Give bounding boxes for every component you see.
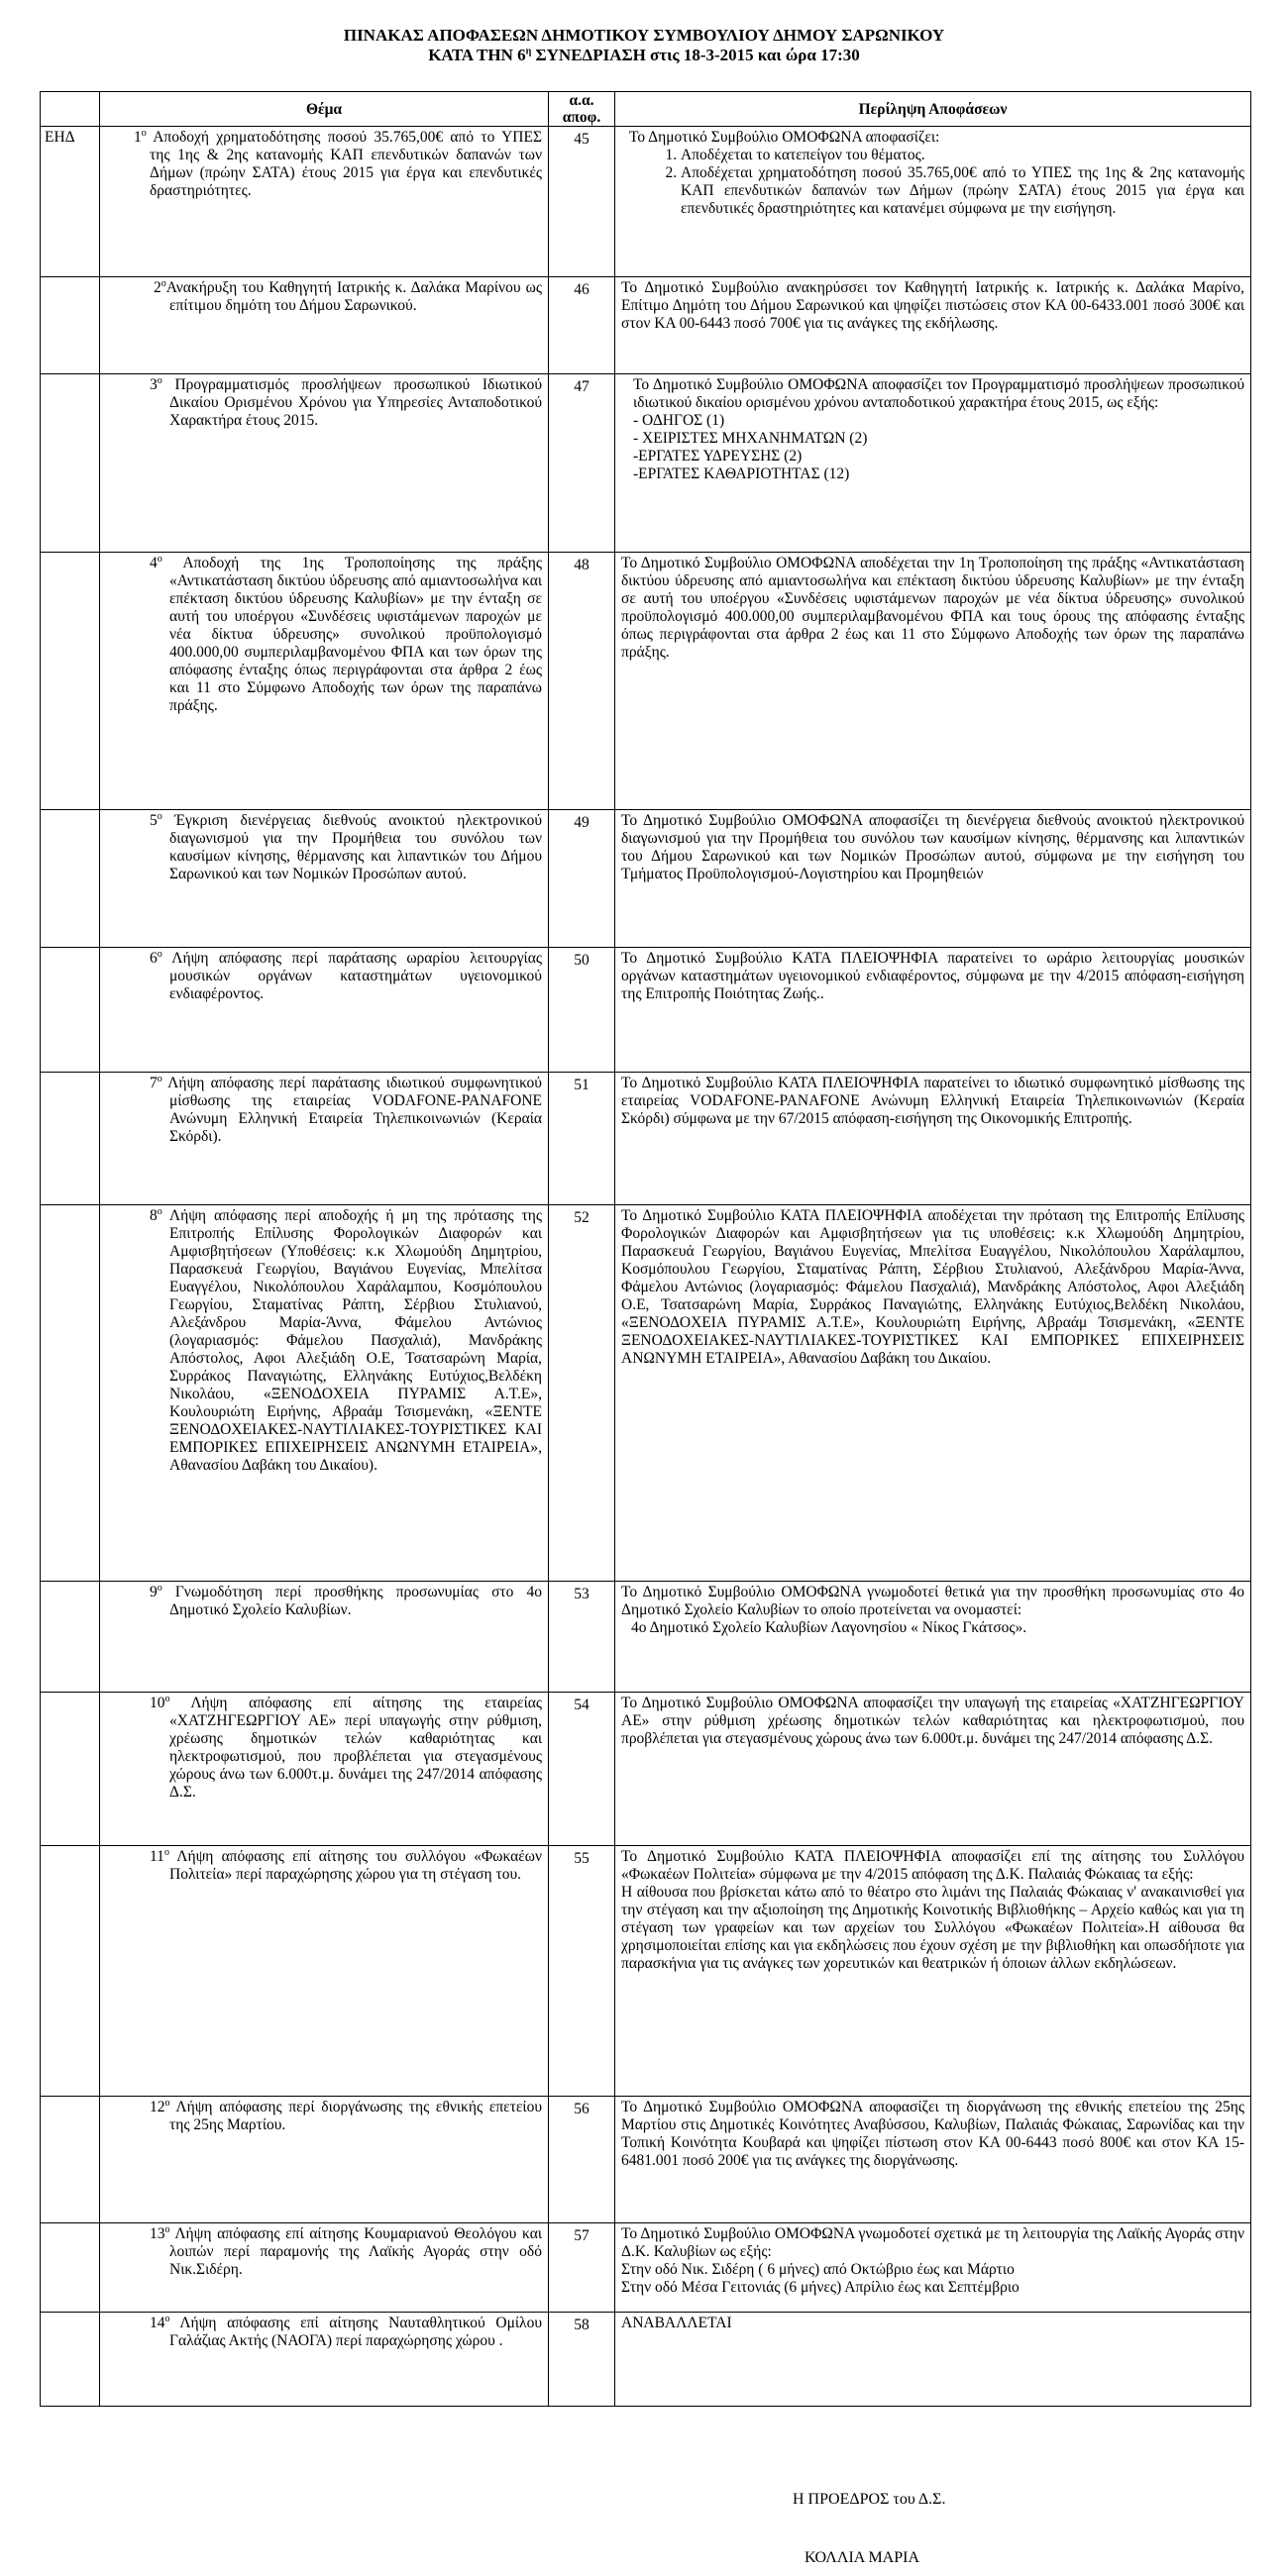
category-cell: ΕΗΔ bbox=[41, 127, 100, 277]
table-row bbox=[41, 1073, 1251, 1205]
topic-cell: $1^o$ Αποδοχή χρηματοδότησης ποσού 35.765,00€ από το ΥΠΕΣ της 1ης & 2ης κατανομής ΚΑΠ επενδυτικών δαπανών των Δήμων (πρώην ΣΑΤΑ) έτους 2015 για έργα και επενδυτικές δραστηριότητες. bbox=[100, 127, 549, 277]
table-row bbox=[41, 374, 1251, 553]
table-row bbox=[41, 553, 1251, 810]
decision-number: 53 bbox=[549, 1582, 615, 1693]
decisions-table bbox=[40, 91, 1251, 2407]
summary-cell: Το Δημοτικό Συμβούλιο ΚΑΤΑ ΠΛΕΙΟΨΗΦΙΑ παρατείνει το ιδιωτικό συμφωνητικό μίσθωσης της εταιρείας VODAFONE-PANAFONE Ανώνυμη Ελληνική Εταιρεία Τηλεπικοινωνιών (Κεραία Σκόρδι) σύμφωνα με την 67/2015 απόφαση-εισήγηση της Οικονομικής Επιτροπής. bbox=[615, 1073, 1251, 1205]
topic-cell: $14^o$ Λήψη απόφασης επί αίτησης Ναυταθλητικού Ομίλου Γαλάζιας Ακτής (ΝΑΟΓΑ) περί παραχώρησης χώρου . bbox=[100, 2313, 549, 2407]
decision-number: 54 bbox=[549, 1693, 615, 1846]
topic-cell: $3^o$ Προγραμματισμός προσλήψεων προσωπικού Ιδιωτικού Δικαίου Ορισμένου Χρόνου για Υπηρεσίες Ανταποδοτικού Χαρακτήρα έτους 2015. bbox=[100, 374, 549, 553]
summary-cell: Το Δημοτικό Συμβούλιο ΟΜΟΦΩΝΑ αποφασίζει τη διενέργεια διεθνούς ανοικτού ηλεκτρονικού διαγωνισμού για την Προμήθεια του συνόλου των καυσίμων κίνησης, θέρμανσης και λιπαντικών του Δήμου Σαρωνικού και των Νομικών Προσώπων αυτού, σύμφωνα με την εισήγηση του Τμήματος Προϋπολογισμού-Λογιστηρίου και Προμηθειών bbox=[615, 810, 1251, 948]
decision-number: 46 bbox=[549, 277, 615, 374]
page-title-line-2: ΚΑΤΑ ΤΗΝ $6^\eta$ ΣΥΝΕΔΡΙΑΣΗ στις 18-3-2015 και ώρα 17:30 bbox=[428, 46, 860, 64]
topic-cell: $9^o$ Γνωμοδότηση περί προσθήκης προσωνυμίας στο 4ο Δημοτικό Σχολείο Καλυβίων. bbox=[100, 1582, 549, 1693]
summary-cell: Το Δημοτικό Συμβούλιο ΚΑΤΑ ΠΛΕΙΟΨΗΦΙΑ αποφασίζει επί της αίτησης του Συλλόγου «Φωκαέων Πολιτεία» σύμφωνα με την 4/2015 απόφαση της Δ.Κ. Παλαιάς Φώκαιας τα εξής: Η αίθουσα που βρίσκεται κάτω από το θέατρο στο λιμάνι της Παλαιάς Φώκαιας ν' ανακαινισθεί για την στέγαση και την αξιοποίηση της Δημοτικής Κοινοτικής Βιβλιοθήκης – Αρχείο καθώς και για τη στέγαση των γραφείων και των αρχείων του Συλλόγου «Φωκαέων Πολιτεία».Η αίθουσα θα χρησιμοποιείται επίσης και για εκδηλώσεις που έχουν σχέση με την βιβλιοθήκη και οπωσδήποτε για παρασκήνια για τις ανάγκες των χορευτικών και θεατρικών ή όποιων άλλων εκδηλώσεων. bbox=[615, 1846, 1251, 2097]
table-row bbox=[41, 2313, 1251, 2407]
summary-cell: Το Δημοτικό Συμβούλιο ΟΜΟΦΩΝΑ αποφασίζει την υπαγωγή της εταιρείας «ΧΑΤΖΗΓΕΩΡΓΙΟΥ ΑΕ» στην ρύθμιση χρέωσης δημοτικών τελών καθαριότητας και ηλεκτροφωτισμού, που προβλέπεται για στεγασμένους χώρους άνω των 6.000τ.μ. δυνάμει της 247/2014 απόφασης Δ.Σ. bbox=[615, 1693, 1251, 1846]
table-row bbox=[41, 948, 1251, 1073]
list-item: -ΕΡΓΑΤΕΣ ΚΑΘΑΡΙΟΤΗΤΑΣ (12) bbox=[633, 465, 850, 482]
summary-cell: ΑΝΑΒΑΛΛΕΤΑΙ bbox=[615, 2313, 1251, 2407]
signature-title: Η ΠΡΟΕΔΡΟΣ του Δ.Σ. bbox=[793, 2491, 946, 2508]
page-title-line-1: ΠΙΝΑΚΑΣ ΑΠΟΦΑΣΕΩΝ ΔΗΜΟΤΙΚΟΥ ΣΥΜΒΟΥΛΙΟΥ ΔΗΜΟΥ ΣΑΡΩΝΙΚΟΥ bbox=[343, 26, 945, 45]
list-item: -ΕΡΓΑΤΕΣ ΥΔΡΕΥΣΗΣ (2) bbox=[633, 448, 803, 464]
header-summary: Περίληψη Αποφάσεων bbox=[615, 92, 1251, 127]
decision-number: 56 bbox=[549, 2097, 615, 2223]
summary-cell: Το Δημοτικό Συμβούλιο ΚΑΤΑ ΠΛΕΙΟΨΗΦΙΑ παρατείνει το ωράριο λειτουργίας μουσικών οργάνων καταστημάτων υγειονομικού ενδιαφέροντος, σύμφωνα με την 4/2015 απόφαση-εισήγηση της Επιτροπής Ποιότητας Ζωής.. bbox=[615, 948, 1251, 1073]
list-item: - ΟΔΗΓΟΣ (1) bbox=[633, 412, 725, 429]
decision-number: 47 bbox=[549, 374, 615, 553]
topic-cell: $8^o$ Λήψη απόφασης περί αποδοχής ή μη της πρότασης της Επιτροπής Επίλυσης Φορολογικών Διαφορών και Αμφισβητήσεων (Υποθέσεις: κ.κ Χλωμούδη Δημητρίου, Παρασκευά Γεωργίου, Βαγιάνου Ευγενίας, Μπελίτσα Ευαγγέλου, Νικολόπουλου Χαράλαμπου, Κοσμόπουλου Γεωργίου, Σταματίνας Ράπτη, Σέρβιου Στυλιανού, Αλεξάνδρου Μαρία-Άννα, Φάμελου Αντώνιος (λογαριασμός: Φάμελου Πασχαλιά), Μανδράκης Απόστολος, Αφοι Αλεξιάδη Ο.Ε, Τσατσαρώνη Μαρία, Συρράκος Παναγιώτης, Ελληνάκης Ευτύχιος,Βελδέκη Νικολάου, «ΞΕΝΟΔΟΧΕΙΑ ΠΥΡΑΜΙΣ Α.Τ.Ε», Κουλουριώτη Ειρήνης, Αβραάμ Τσισμενάκη, «ΞΕΝΤΕ ΞΕΝΟΔΟΧΕΙΑΚΕΣ-ΝΑΥΤΙΛΙΑΚΕΣ-ΤΟΥΡΙΣΤΙΚΕΣ ΚΑΙ ΕΜΠΟΡΙΚΕΣ ΕΠΙΧΕΙΡΗΣΕΙΣ ΑΝΩΝΥΜΗ ΕΤΑΙΡΕΙΑ», Αθανασίου Δαβάκη του Δικαίου). bbox=[100, 1205, 549, 1582]
summary-cell: Το Δημοτικό Συμβούλιο ΟΜΟΦΩΝΑ αποφασίζει τον Προγραμματισμό προσλήψεων προσωπικού ιδιωτικού δικαίου ορισμένου χρόνου ανταποδοτικού χαρακτήρα έτους 2015, ως εξής: - ΟΔΗΓΟΣ (1) - ΧΕΙΡΙΣΤΕΣ ΜΗΧΑΝΗΜΑΤΩΝ (2) -ΕΡΓΑΤΕΣ ΥΔΡΕΥΣΗΣ (2) -ΕΡΓΑΤΕΣ ΚΑΘΑΡΙΟΤΗΤΑΣ (12) bbox=[615, 374, 1251, 553]
decision-number: 58 bbox=[549, 2313, 615, 2407]
table-row bbox=[41, 127, 1251, 277]
header-topic: Θέμα bbox=[100, 92, 549, 127]
table-row bbox=[41, 2223, 1251, 2313]
decision-number: 49 bbox=[549, 810, 615, 948]
summary-cell: Το Δημοτικό Συμβούλιο ΟΜΟΦΩΝΑ αποδέχεται την 1η Τροποποίηση της πράξης «Αντικατάσταση δικτύου ύδρευσης από αμιαντοσωλήνα και επέκταση δικτύου ύδρευσης Καλυβίων» με την ένταξη σε αυτή του υποέργου «Συνδέσεις υφιστάμενων παροχών με νέα δίκτυα ύδρευσης» συνολικού προϋπολογισμό 400.000,00 συμπεριλαμβανομένου ΦΠΑ και τους όρους της απόφασης ένταξης όπως περιγράφονται στα άρθρα 2 έως και 11 στο Σύμφωνο Αποδοχής των όρων της παραπάνω πράξης. bbox=[615, 553, 1251, 810]
table-row bbox=[41, 2097, 1251, 2223]
table-row bbox=[41, 277, 1251, 374]
decision-number: 57 bbox=[549, 2223, 615, 2313]
summary-cell: Το Δημοτικό Συμβούλιο ΟΜΟΦΩΝΑ αποφασίζει: 1. Αποδέχεται το κατεπείγον του θέματος. 2. Αποδέχεται χρηματοδότηση ποσού 35.765,00€ από το ΥΠΕΣ της 1ης & 2ης κατανομής ΚΑΠ επενδυτικών δαπανών των Δήμων (πρώην ΣΑΤΑ) έτους 2015 για έργα και επενδυτικές δραστηριότητες και κατανέμει σύμφωνα με την εισήγηση. bbox=[615, 127, 1251, 277]
list-item: Στην οδό Μέσα Γειτονιάς (6 μήνες) Απρίλιο έως και Σεπτέμβριο bbox=[621, 2279, 1020, 2296]
decision-number: 55 bbox=[549, 1846, 615, 2097]
summary-cell: Το Δημοτικό Συμβούλιο ΟΜΟΦΩΝΑ αποφασίζει τη διοργάνωση της εθνικής επετείου της 25ης Μαρτίου στις Δημοτικές Κοινότητες Αναβύσσου, Καλυβίων, Παλαιάς Φώκαιας, Σαρωνίδας και την Τοπική Κοινότητα Κουβαρά και ψηφίζει πίστωση στον ΚΑ 00-6443 ποσό 800€ και στον ΚΑ 15-6481.001 ποσό 200€ για τις ανάγκες της διοργάνωσης. bbox=[615, 2097, 1251, 2223]
table-row bbox=[41, 1205, 1251, 1582]
table-row bbox=[41, 1693, 1251, 1846]
decision-number: 45 bbox=[549, 127, 615, 277]
topic-cell: $7^o$ Λήψη απόφασης περί παράτασης ιδιωτικού συμφωνητικού μίσθωσης της εταιρείας VODAFONE-PANAFONE Ανώνυμη Ελληνική Εταιρεία Τηλεπικοινωνιών (Κεραία Σκόρδι). bbox=[100, 1073, 549, 1205]
list-item: Στην οδό Νικ. Σιδέρη ( 6 μήνες) από Οκτώβριο έως και Μάρτιο bbox=[621, 2261, 1015, 2278]
summary-cell: Το Δημοτικό Συμβούλιο ανακηρύσσει τον Καθηγητή Ιατρικής κ. Ιατρικής κ. Δαλάκα Μαρίνο, Επίτιμο Δημότη του Δήμου Σαρωνικού και ψηφίζει πιστώσεις στον ΚΑ 00-6433.001 ποσό 300€ και στον ΚΑ 00-6443 ποσό 700€ για τις ανάγκες της εκδήλωσης. bbox=[615, 277, 1251, 374]
topic-cell: $11^o$ Λήψη απόφασης επί αίτησης του συλλόγου «Φωκαέων Πολιτεία» περί παραχώρησης χώρου για τη στέγαση του. bbox=[100, 1846, 549, 2097]
topic-cell: $6^o$ Λήψη απόφασης περί παράτασης ωραρίου λειτουργίας μουσικών οργάνων καταστημάτων υγειονομικού ενδιαφέροντος. bbox=[100, 948, 549, 1073]
summary-cell: Το Δημοτικό Συμβούλιο ΟΜΟΦΩΝΑ γνωμοδοτεί θετικά για την προσθήκη προσωνυμίας στο 4ο Δημοτικό Σχολείο Καλυβίων το οποίο προτείνεται να ονομαστεί: 4ο Δημοτικό Σχολείο Καλυβίων Λαγονησίου « Νίκος Γκάτσος». bbox=[615, 1582, 1251, 1693]
header-number: α.α. αποφ. bbox=[549, 92, 615, 127]
decision-number: 51 bbox=[549, 1073, 615, 1205]
table-row bbox=[41, 1582, 1251, 1693]
topic-cell: $5^o$ Έγκριση διενέργειας διεθνούς ανοικτού ηλεκτρονικού διαγωνισμού για την Προμήθεια του συνόλου των καυσίμων κίνησης, θέρμανσης και λιπαντικών του Δήμου Σαρωνικού και των Νομικών Προσώπων αυτού. bbox=[100, 810, 549, 948]
list-item: - ΧΕΙΡΙΣΤΕΣ ΜΗΧΑΝΗΜΑΤΩΝ (2) bbox=[633, 430, 868, 447]
summary-cell: Το Δημοτικό Συμβούλιο ΚΑΤΑ ΠΛΕΙΟΨΗΦΙΑ αποδέχεται την πρόταση της Επιτροπής Επίλυσης Φορολογικών Διαφορών και Αμφισβητήσεων για τις υποθέσεις: κ.κ Χλωμούδη Δημητρίου, Παρασκευά Γεωργίου, Βαγιάνου Ευγενίας, Μπελίτσα Ευαγγέλου, Νικολόπουλου Χαράλαμπου, Κοσμόπουλου Γεωργίου, Σταματίνας Ράπτη, Σέρβιου Στυλιανού, Αλεξάνδρου Μαρία-Άννα, Φάμελου Αντώνιος (λογαριασμός: Φάμελου Πασχαλιά), Μανδράκης Απόστολος, Αφοι Αλεξιάδη Ο.Ε, Τσατσαρώνη Μαρία, Συρράκος Παναγιώτης, Ελληνάκης Ευτύχιος,Βελδέκη Νικολάου, «ΞΕΝΟΔΟΧΕΙΑ ΠΥΡΑΜΙΣ Α.Τ.Ε», Κουλουριώτη Ειρήνης, Αβραάμ Τσισμενάκη, «ΞΕΝΤΕ ΞΕΝΟΔΟΧΕΙΑΚΕΣ-ΝΑΥΤΙΛΙΑΚΕΣ-ΤΟΥΡΙΣΤΙΚΕΣ ΚΑΙ ΕΜΠΟΡΙΚΕΣ ΕΠΙΧΕΙΡΗΣΕΙΣ ΑΝΩΝΥΜΗ ΕΤΑΙΡΕΙΑ», Αθανασίου Δαβάκη του Δικαίου. bbox=[615, 1205, 1251, 1582]
list-item: 2. Αποδέχεται χρηματοδότηση ποσού 35.765,00€ από το ΥΠΕΣ της 1ης & 2ης κατανομής ΚΑΠ επενδυτικών δαπανών των Δήμων (πρώην ΣΑΤΑ) έτους 2015 για έργα και επενδυτικές δραστηριότητες και κατανέμει σύμφωνα με την εισήγηση. bbox=[681, 164, 1244, 218]
decision-number: 48 bbox=[549, 553, 615, 810]
topic-cell: $10^o$ Λήψη απόφασης επί αίτησης της εταιρείας «ΧΑΤΖΗΓΕΩΡΓΙΟΥ ΑΕ» περί υπαγωγής στην ρύθμιση, χρέωσης δημοτικών τελών καθαριότητας και ηλεκτροφωτισμού, που προβλέπεται για στεγασμένους χώρους άνω των 6.000τ.μ. δυνάμει της 247/2014 απόφασης Δ.Σ. bbox=[100, 1693, 549, 1846]
decision-number: 50 bbox=[549, 948, 615, 1073]
decision-number: 52 bbox=[549, 1205, 615, 1582]
list-item: 1. Αποδέχεται το κατεπείγον του θέματος. bbox=[681, 147, 1244, 164]
topic-cell: $12^o$ Λήψη απόφασης περί διοργάνωσης της εθνικής επετείου της 25ης Μαρτίου. bbox=[100, 2097, 549, 2223]
header-category bbox=[41, 92, 100, 127]
topic-cell: $13^o$ Λήψη απόφασης επί αίτησης Κουμαριανού Θεολόγου και λοιπών περί παραμονής της Λαϊκής Αγοράς στην οδό Νικ.Σιδέρη. bbox=[100, 2223, 549, 2313]
topic-cell: $2^oA\nu\alpha\kappa ή\rho\upsilon\xi\eta$ του Καθηγητή Ιατρικής κ. Δαλάκα Μαρίνου ως επίτιμου δημότη του Δήμου Σαρωνικού. bbox=[100, 277, 549, 374]
topic-cell: $4^o$ Αποδοχή της 1ης Τροποποίησης της πράξης «Αντικατάσταση δικτύου ύδρευσης από αμιαντοσωλήνα και επέκταση δικτύου ύδρευσης Καλυβίων» με την ένταξη σε αυτή του υποέργου «Συνδέσεις υφιστάμενων παροχών με νέα δίκτυα ύδρευσης» συνολικού προϋπολογισμό 400.000,00 συμπεριλαμβανομένου ΦΠΑ και των όρων της απόφασης ένταξης όπως περιγράφονται στα άρθρα 2 έως και 11 στο Σύμφωνο Αποδοχής των όρων της παραπάνω πράξης. bbox=[100, 553, 549, 810]
summary-cell: Το Δημοτικό Συμβούλιο ΟΜΟΦΩΝΑ γνωμοδοτεί σχετικά με τη λειτουργία της Λαϊκής Αγοράς στην Δ.Κ. Καλυβίων ως εξής: Στην οδό Νικ. Σιδέρη ( 6 μήνες) από Οκτώβριο έως και Μάρτιο Στην οδό Μέσα Γειτονιάς (6 μήνες) Απρίλιο έως και Σεπτέμβριο bbox=[615, 2223, 1251, 2313]
table-row bbox=[41, 1846, 1251, 2097]
signature-name: ΚΟΛΛΙΑ ΜΑΡΙΑ bbox=[805, 2549, 920, 2566]
table-row bbox=[41, 810, 1251, 948]
